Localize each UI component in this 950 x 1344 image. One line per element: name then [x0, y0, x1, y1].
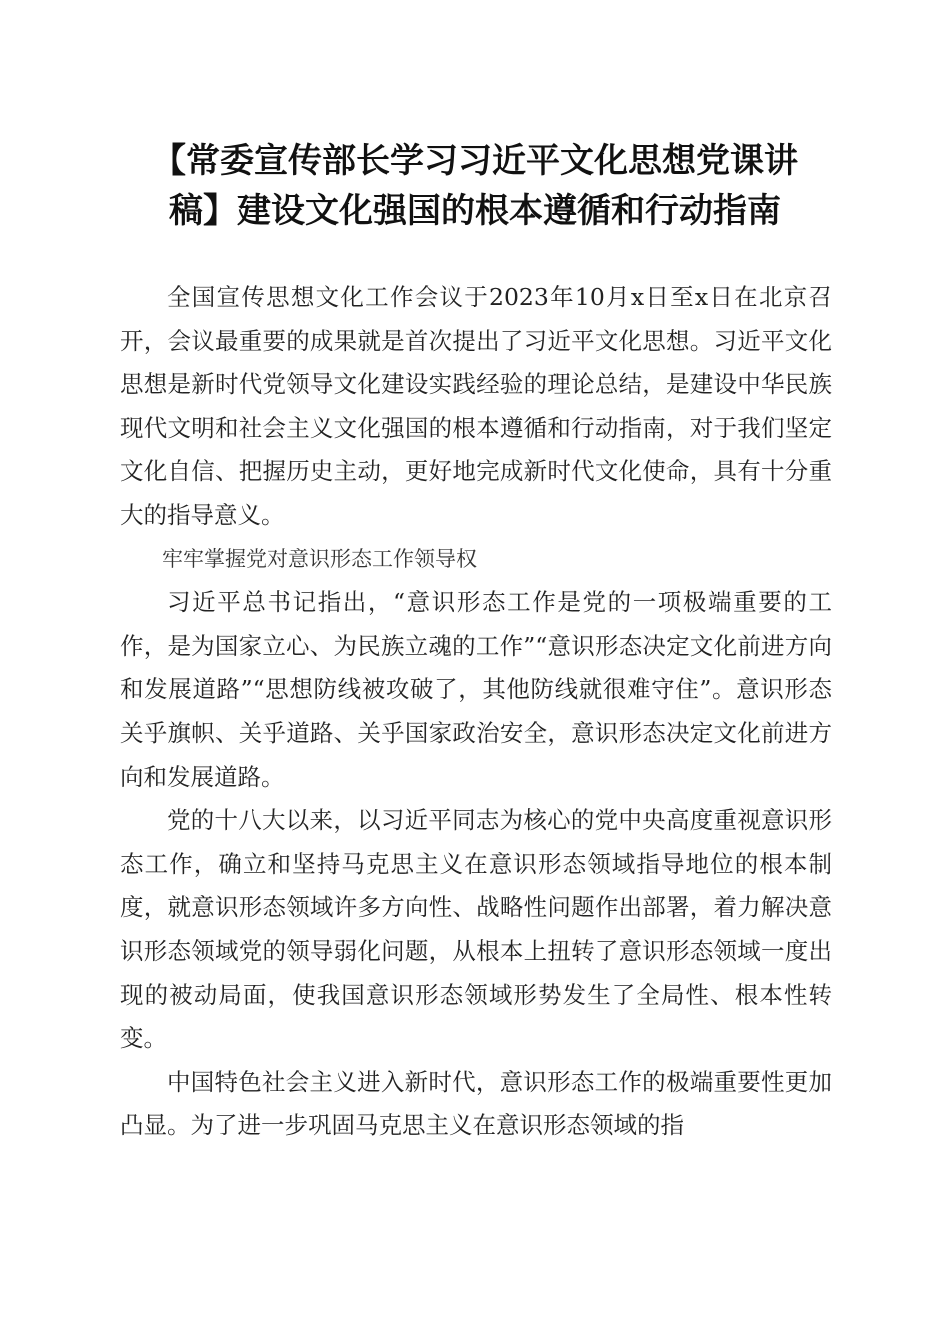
section-heading: 牢牢掌握党对意识形态工作领导权: [162, 546, 477, 571]
paragraph: 党的十八大以来，以习近平同志为核心的党中央高度重视意识形态工作，确立和坚持马克思主义在意识形态领域指导地位的根本制度，就意识形态领域许多方向性、战略性问题作出部署，着力解决意识形态领域党的领导弱化问题，从根本上扭转了意识形态领域一度出现的被动局面，使我国意识形态领域形势发生了全局性、根本性转变。: [120, 806, 832, 1053]
document-body: [120, 276, 832, 1148]
paragraph: 习近平总书记指出，“意识形态工作是党的一项极端重要的工作，是为国家立心、为民族立魂的工作”“意识形态决定文化前进方向和发展道路”“思想防线被攻破了，其他防线就很难守住”。意识形态关乎旗帜、关乎道路、关乎国家政治安全，意识形态决定文化前进方向和发展道路。: [120, 588, 832, 791]
paragraph-intro: 全国宣传思想文化工作会议于2023年10月x日至x日在北京召开，会议最重要的成果就是首次提出了习近平文化思想。习近平文化思想是新时代党领导文化建设实践经验的理论总结，是建设中华民族现代文明和社会主义文化强国的根本遵循和行动指南，对于我们坚定文化自信、把握历史主动，更好地完成新时代文化使命，具有十分重大的指导意义。: [120, 283, 832, 529]
title-line-1: 【常委宣传部长学习习近平文化思想党课讲: [152, 141, 798, 181]
title-line-2: 稿】建设文化强国的根本遵循和行动指南: [169, 191, 781, 231]
paragraph: 中国特色社会主义进入新时代，意识形态工作的极端重要性更加凸显。为了进一步巩固马克思主义在意识形态领域的指: [120, 1067, 832, 1140]
document-title: [100, 136, 850, 236]
